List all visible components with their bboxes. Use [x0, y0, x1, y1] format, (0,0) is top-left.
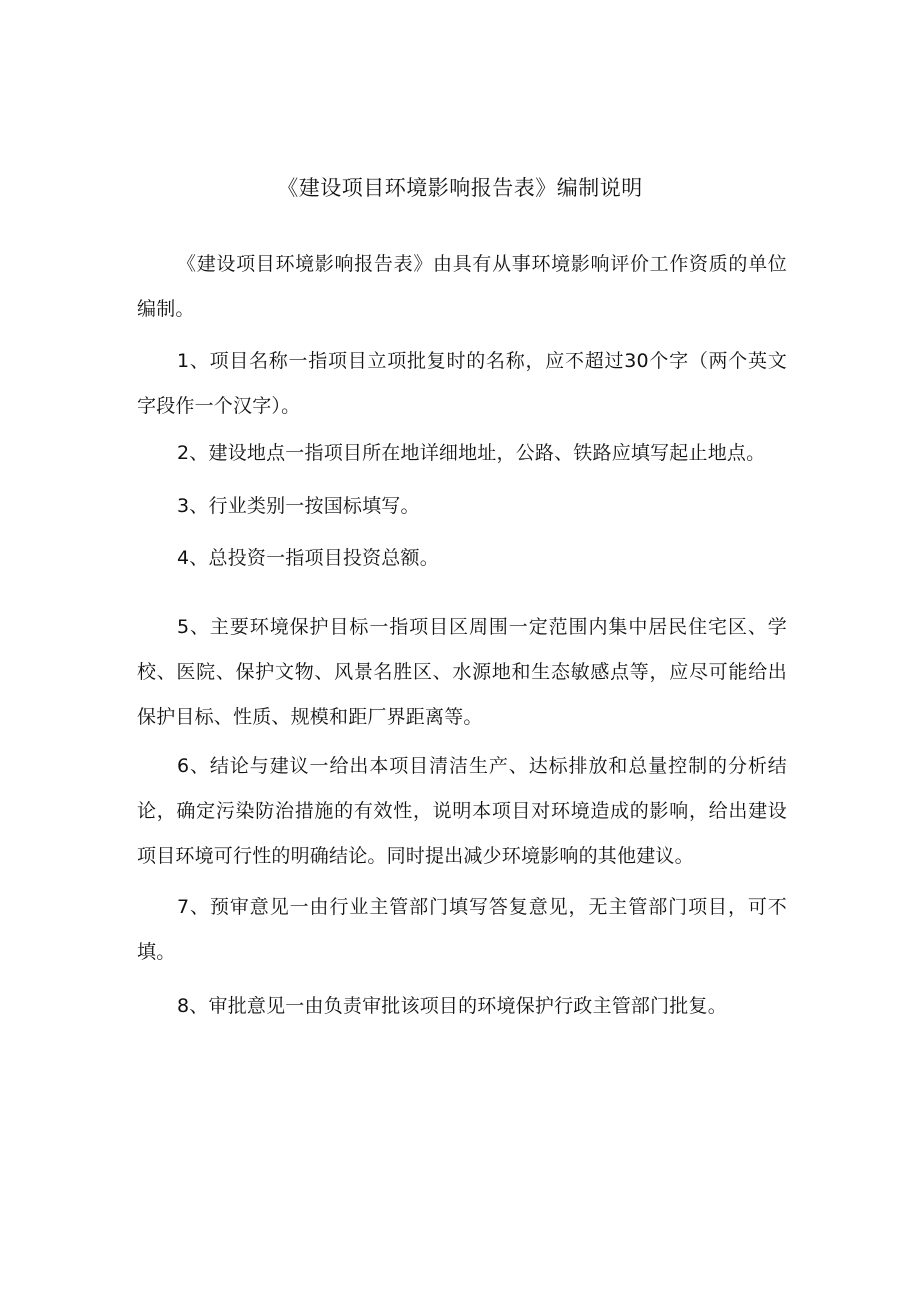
item-construction-site: 2、建设地点一指项目所在地详细地址，公路、铁路应填写起止地点。 [177, 442, 766, 464]
item-pre-review: 7、预审意见一由行业主管部门填写答复意见，无主管部门项目，可不填。 [137, 896, 787, 963]
item-project-name: 1、项目名称一指项目立项批复时的名称，应不超过30个字（两个英文字段作一个汉字）。 [137, 350, 787, 417]
item-total-investment: 4、总投资一指项目投资总额。 [177, 547, 439, 569]
item-industry-category: 3、行业类别一按国标填写。 [177, 495, 420, 517]
item-protection-targets: 5、主要环境保护目标一指项目区周围一定范围内集中居民住宅区、学校、医院、保护文物、风景名胜区、水源地和生态敏感点等，应尽可能给出保护目标、性质、规模和距厂界距离等。 [137, 616, 787, 728]
item-conclusions: 6、结论与建议一给出本项目清洁生产、达标排放和总量控制的分析结论，确定污染防治措施的有效性，说明本项目对环境造成的影响，给出建设项目环境可行性的明确结论。同时提出减少环境影响的其他建议。 [137, 755, 787, 867]
item-approval: 8、审批意见一由负责审批该项目的环境保护行政主管部门批复。 [177, 995, 727, 1017]
intro-paragraph: 《建设项目环境影响报告表》由具有从事环境影响评价工作资质的单位编制。 [137, 253, 787, 320]
document-title: 《建设项目环境影响报告表》编制说明 [277, 176, 643, 200]
